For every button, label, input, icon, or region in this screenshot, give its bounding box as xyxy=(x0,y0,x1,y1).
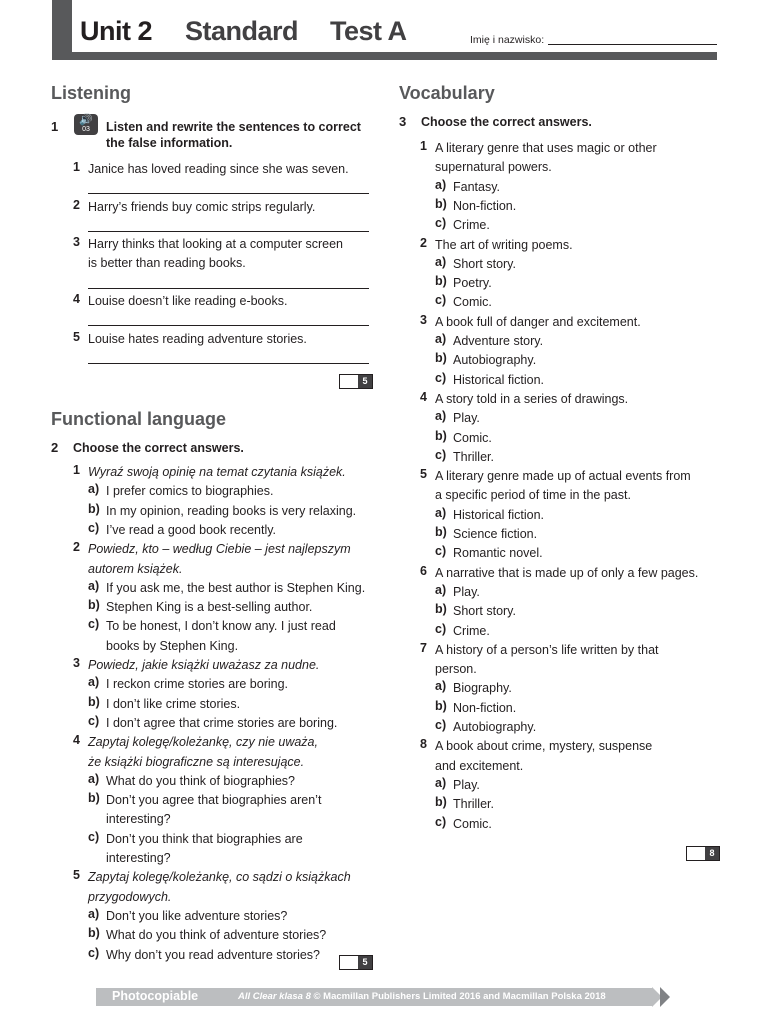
item-number: 1 xyxy=(73,160,80,174)
answer-option[interactable]: Adventure story. xyxy=(453,334,544,348)
vocabulary-instruction: Choose the correct answers. xyxy=(421,115,592,129)
option-letter: c) xyxy=(435,293,447,308)
listening-instruction-line2: the false information. xyxy=(106,136,233,150)
answer-option[interactable]: Play. xyxy=(453,411,480,426)
score-value: 8 xyxy=(705,847,719,860)
item-prompt: Wyraź swoją opinię na temat czytania książek. xyxy=(88,465,346,479)
answer-option[interactable]: Fantasy. xyxy=(453,179,501,194)
answer-option[interactable]: Play. xyxy=(453,584,480,599)
answer-option[interactable]: What do you think of biographies? xyxy=(106,773,296,788)
option-letter: c) xyxy=(435,544,447,559)
answer-line[interactable] xyxy=(88,193,369,194)
item-prompt: że książki biograficzne są interesujące. xyxy=(88,754,305,769)
answer-option[interactable]: Short story. xyxy=(453,256,516,271)
answer-option[interactable]: Biography. xyxy=(453,681,512,696)
level-title: Standard xyxy=(185,16,299,46)
functional-heading: Functional language xyxy=(51,409,227,429)
item-number: 4 xyxy=(420,389,427,404)
option-letter: b) xyxy=(435,351,447,366)
question-number: 3 xyxy=(399,114,407,129)
option-letter: a) xyxy=(435,254,447,269)
option-letter: a) xyxy=(88,771,100,786)
option-letter: a) xyxy=(435,679,447,694)
item-number: 1 xyxy=(420,139,427,153)
answer-option[interactable]: Don’t you like adventure stories? xyxy=(106,908,288,923)
item-sentence: is better than reading books. xyxy=(88,256,246,271)
item-prompt: A literary genre that uses magic or other xyxy=(435,141,657,155)
item-number: 3 xyxy=(73,656,80,670)
option-letter: a) xyxy=(435,775,447,790)
question-number: 1 xyxy=(51,119,59,134)
answer-option[interactable]: If you ask me, the best author is Stephen King. xyxy=(106,580,366,595)
audio-track-badge xyxy=(74,114,98,135)
copyright-line xyxy=(238,991,606,1002)
item-prompt: Zapytaj kolegę/koleżankę, co sądzi o książkach xyxy=(88,870,351,885)
test-title: Test A xyxy=(330,16,407,46)
answer-option[interactable]: I’ve read a good book recently. xyxy=(106,522,277,537)
answer-option[interactable]: Why don’t you read adventure stories? xyxy=(106,947,321,962)
option-letter: c) xyxy=(435,621,447,636)
option-letter: b) xyxy=(88,598,100,613)
option-letter: b) xyxy=(88,501,100,516)
item-number: 8 xyxy=(420,737,427,752)
item-sentence: Louise doesn’t like reading e-books. xyxy=(88,294,288,308)
item-prompt: and excitement. xyxy=(435,758,524,773)
option-letter: b) xyxy=(435,795,447,810)
answer-option[interactable]: Science fiction. xyxy=(453,527,538,541)
item-sentence: Louise hates reading adventure stories. xyxy=(88,332,307,346)
item-prompt: przygodowych. xyxy=(88,889,172,904)
series-name: All Clear klasa 8 xyxy=(238,991,311,1002)
option-letter: a) xyxy=(88,482,100,497)
item-number: 5 xyxy=(420,467,427,482)
answer-option: interesting? xyxy=(106,812,171,827)
option-letter: c) xyxy=(435,814,447,829)
answer-option[interactable]: To be honest, I don’t know any. I just read xyxy=(106,619,336,634)
answer-option[interactable]: Play. xyxy=(453,777,480,792)
option-letter: b) xyxy=(88,694,100,709)
option-letter: c) xyxy=(88,829,100,844)
item-sentence: Harry’s friends buy comic strips regularly. xyxy=(88,200,316,214)
option-letter: c) xyxy=(88,617,100,632)
answer-option: interesting? xyxy=(106,851,171,865)
answer-line[interactable] xyxy=(88,363,369,364)
option-letter: b) xyxy=(435,196,447,211)
option-letter: a) xyxy=(435,582,447,597)
header-rule xyxy=(52,52,717,60)
option-letter: c) xyxy=(88,713,100,728)
option-letter: c) xyxy=(435,447,447,462)
item-prompt: A story told in a series of drawings. xyxy=(435,391,629,406)
option-letter: c) xyxy=(88,945,100,960)
option-letter: a) xyxy=(88,578,100,593)
answer-option[interactable]: I reckon crime stories are boring. xyxy=(106,677,289,692)
answer-line[interactable] xyxy=(88,231,369,232)
header-accent-stripe xyxy=(52,0,72,60)
vocabulary-heading: Vocabulary xyxy=(399,83,495,103)
answer-option[interactable]: Don’t you think that biographies are xyxy=(106,831,303,846)
item-number: 3 xyxy=(420,312,427,327)
listening-heading: Listening xyxy=(51,83,131,103)
option-letter: b) xyxy=(435,698,447,713)
answer-option[interactable]: Romantic novel. xyxy=(453,546,543,561)
item-number: 2 xyxy=(73,540,80,555)
answer-line[interactable] xyxy=(88,325,369,326)
item-prompt: Powiedz, jakie książki uważasz za nudne. xyxy=(88,658,320,672)
item-number: 5 xyxy=(73,330,80,344)
option-letter: a) xyxy=(88,675,100,690)
item-number: 2 xyxy=(73,198,80,212)
item-prompt: a specific period of time in the past. xyxy=(435,488,631,503)
answer-option[interactable]: Short story. xyxy=(453,604,516,619)
answer-option[interactable]: I don’t like crime stories. xyxy=(106,696,241,711)
item-prompt: supernatural powers. xyxy=(435,160,552,175)
answer-option[interactable]: Comic. xyxy=(453,816,492,831)
option-letter: c) xyxy=(88,520,100,535)
item-prompt: autorem książek. xyxy=(88,561,183,576)
answer-option[interactable]: Crime. xyxy=(453,218,490,233)
item-prompt: person. xyxy=(435,662,477,677)
score-value: 5 xyxy=(358,375,372,388)
option-letter: a) xyxy=(88,906,100,921)
item-prompt: A book full of danger and excitement. xyxy=(435,314,641,329)
answer-option[interactable]: Crime. xyxy=(453,623,490,638)
photocopiable-label: Photocopiable xyxy=(112,989,199,1003)
option-letter: c) xyxy=(435,370,447,385)
answer-line[interactable] xyxy=(88,288,369,289)
answer-option: books by Stephen King. xyxy=(106,638,239,653)
item-prompt: Powiedz, kto – według Ciebie – jest najlepszym xyxy=(88,542,351,557)
copyright-text: © Macmillan Publishers Limited 2016 and Macmillan Polska 2018 xyxy=(310,991,606,1002)
answer-option[interactable]: Historical fiction. xyxy=(453,507,544,522)
answer-option[interactable]: Stephen King is a best-selling author. xyxy=(106,600,313,615)
item-number: 2 xyxy=(420,235,427,250)
item-sentence: Harry thinks that looking at a computer screen xyxy=(88,237,343,251)
item-number: 3 xyxy=(73,235,80,249)
audio-track-number: 03 xyxy=(82,126,90,133)
item-prompt: A history of a person’s life written by that xyxy=(435,642,659,657)
score-box xyxy=(339,955,373,970)
option-letter: b) xyxy=(88,926,100,941)
answer-option[interactable]: Autobiography. xyxy=(453,720,537,734)
item-sentence: Janice has loved reading since she was seven. xyxy=(88,162,349,176)
name-field-line[interactable] xyxy=(548,44,717,45)
item-prompt: Zapytaj kolegę/koleżankę, czy nie uważa, xyxy=(88,735,318,750)
answer-option[interactable]: In my opinion, reading books is very relaxing. xyxy=(106,503,357,518)
answer-option[interactable]: Non-fiction. xyxy=(453,198,517,213)
name-label: Imię i nazwisko: xyxy=(470,34,545,46)
answer-option[interactable]: Non-fiction. xyxy=(453,700,517,715)
unit-title: Unit 2 xyxy=(80,16,153,46)
option-letter: b) xyxy=(435,428,447,443)
option-letter: c) xyxy=(435,216,447,231)
option-letter: a) xyxy=(435,332,447,346)
score-box xyxy=(339,374,373,389)
option-letter: b) xyxy=(88,791,100,806)
question-number: 2 xyxy=(51,440,59,455)
answer-option[interactable]: Autobiography. xyxy=(453,353,537,368)
answer-option[interactable]: Poetry. xyxy=(453,276,492,291)
item-number: 5 xyxy=(73,868,80,883)
item-number: 6 xyxy=(420,563,427,578)
answer-option[interactable]: Comic. xyxy=(453,295,492,310)
item-prompt: A literary genre made up of actual events from xyxy=(435,469,691,484)
footer-arrow-icon xyxy=(660,987,670,1007)
answer-option[interactable]: Comic. xyxy=(453,430,492,445)
option-letter: b) xyxy=(435,525,447,539)
option-letter: b) xyxy=(435,602,447,617)
item-prompt: A narrative that is made up of only a few pages. xyxy=(435,565,699,580)
item-number: 4 xyxy=(73,733,80,748)
speaker-icon: 🔊 xyxy=(79,114,93,126)
option-letter: a) xyxy=(435,505,447,520)
answer-option[interactable]: I prefer comics to biographies. xyxy=(106,484,274,499)
option-letter: b) xyxy=(435,274,447,289)
answer-option[interactable]: What do you think of adventure stories? xyxy=(106,928,327,943)
score-box xyxy=(686,846,720,861)
functional-instruction: Choose the correct answers. xyxy=(73,441,244,455)
item-number: 7 xyxy=(420,640,427,655)
answer-option[interactable]: Don’t you agree that biographies aren’t xyxy=(106,793,322,808)
listening-instruction-line1: Listen and rewrite the sentences to correct xyxy=(106,120,361,134)
option-letter: a) xyxy=(435,177,447,192)
item-number: 1 xyxy=(73,463,80,477)
option-letter: c) xyxy=(435,718,447,732)
item-number: 4 xyxy=(73,292,80,306)
item-prompt: The art of writing poems. xyxy=(435,237,573,252)
answer-option[interactable]: Historical fiction. xyxy=(453,372,544,387)
item-prompt: A book about crime, mystery, suspense xyxy=(435,739,653,754)
answer-option[interactable]: Thriller. xyxy=(453,797,494,812)
option-letter: a) xyxy=(435,409,447,424)
score-value: 5 xyxy=(358,956,372,969)
answer-option[interactable]: Thriller. xyxy=(453,449,494,464)
answer-option[interactable]: I don’t agree that crime stories are boring. xyxy=(106,715,338,730)
